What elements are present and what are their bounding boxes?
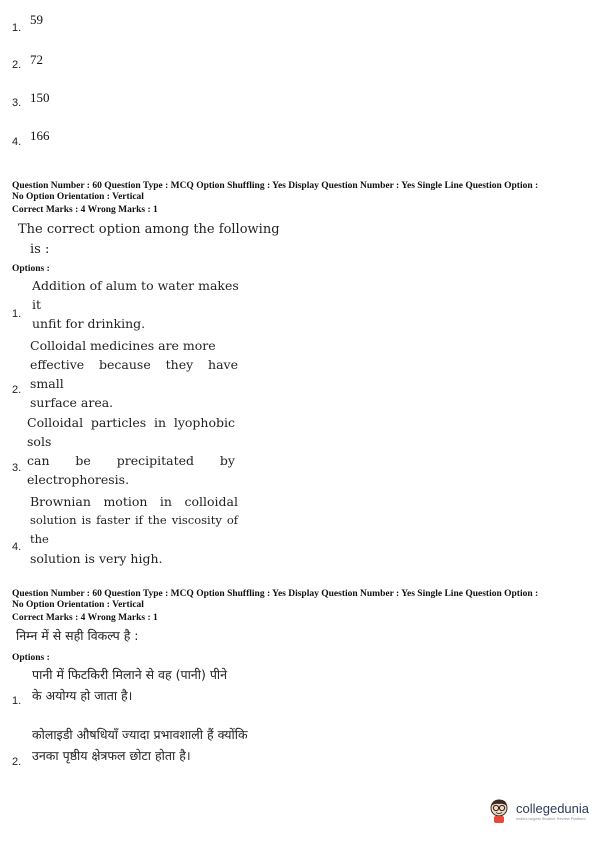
option-1[interactable] xyxy=(32,276,240,333)
question-meta-line: Question Number : 60 Question Type : MCQ Option Shuffling : Yes Display Question Number : Yes Single Line Question Option : xyxy=(12,181,539,191)
option-number: 1. xyxy=(12,695,22,707)
option-line: Brownian motion in colloidal xyxy=(30,494,238,509)
option-2[interactable] xyxy=(32,724,248,766)
mascot-icon xyxy=(488,798,510,824)
option-line: उनका पृष्ठीय क्षेत्रफल छोटा होता है। xyxy=(32,748,191,763)
option-line: surface area. xyxy=(30,395,114,410)
option-line: unfit for drinking. xyxy=(32,316,146,331)
prev-option-value: 150 xyxy=(30,90,50,105)
question-meta xyxy=(12,181,538,203)
question-meta-line: Question Number : 60 Question Type : MCQ Option Shuffling : Yes Display Question Number : Yes Single Line Question Option : xyxy=(12,589,539,599)
question-meta xyxy=(12,589,538,611)
option-line: पानी में फिटकिरी मिलाने से वह (पानी) पीने xyxy=(32,667,228,682)
option-line: can be precipitated by xyxy=(27,453,235,468)
option-line: कोलाइडी औषधियाँ ज्यादा प्रभावशाली हैं क्योंकि xyxy=(32,727,248,742)
options-label: Options : xyxy=(12,653,50,663)
option-number: 3. xyxy=(12,462,22,474)
question-meta-line: No Option Orientation : Vertical xyxy=(12,600,144,610)
question-text: The correct option among the following xyxy=(18,222,280,237)
option-line: Colloidal medicines are more xyxy=(30,338,216,353)
option-number: 1. xyxy=(12,308,22,320)
option-4[interactable] xyxy=(30,492,238,568)
prev-option-number: 2. xyxy=(12,59,22,71)
prev-option-value: 59 xyxy=(30,12,43,27)
prev-option-number: 1. xyxy=(12,22,22,34)
option-3[interactable] xyxy=(27,413,235,489)
option-line: Addition of alum to water makes it xyxy=(32,278,239,312)
marks-info: Correct Marks : 4 Wrong Marks : 1 xyxy=(12,205,158,215)
option-number: 4. xyxy=(12,541,22,553)
option-line: effective because they have small xyxy=(30,357,238,391)
option-line: Colloidal particles in lyophobic sols xyxy=(27,415,235,449)
option-1[interactable] xyxy=(32,664,227,706)
logo-text-group xyxy=(516,801,589,821)
option-2[interactable] xyxy=(30,336,238,412)
options-label: Options : xyxy=(12,264,50,274)
option-line: solution is faster if the viscosity of the xyxy=(30,513,238,546)
marks-info: Correct Marks : 4 Wrong Marks : 1 xyxy=(12,613,158,623)
option-line: के अयोग्य हो जाता है। xyxy=(32,688,133,703)
option-line: solution is very high. xyxy=(30,551,163,566)
prev-option-number: 4. xyxy=(12,136,22,148)
question-meta-line: No Option Orientation : Vertical xyxy=(12,192,144,202)
collegedunia-logo xyxy=(488,798,589,824)
option-line: electrophoresis. xyxy=(27,472,130,487)
prev-option-number: 3. xyxy=(12,97,22,109)
logo-name: collegedunia xyxy=(516,801,590,816)
prev-option-value: 166 xyxy=(30,128,50,143)
option-number: 2. xyxy=(12,384,22,396)
question-text: is : xyxy=(30,242,50,257)
question-text: निम्न में से सही विकल्प है : xyxy=(16,628,139,643)
logo-tagline: India's largest Student Review Platform xyxy=(516,816,586,821)
option-number: 2. xyxy=(12,756,22,768)
prev-option-value: 72 xyxy=(30,52,43,67)
